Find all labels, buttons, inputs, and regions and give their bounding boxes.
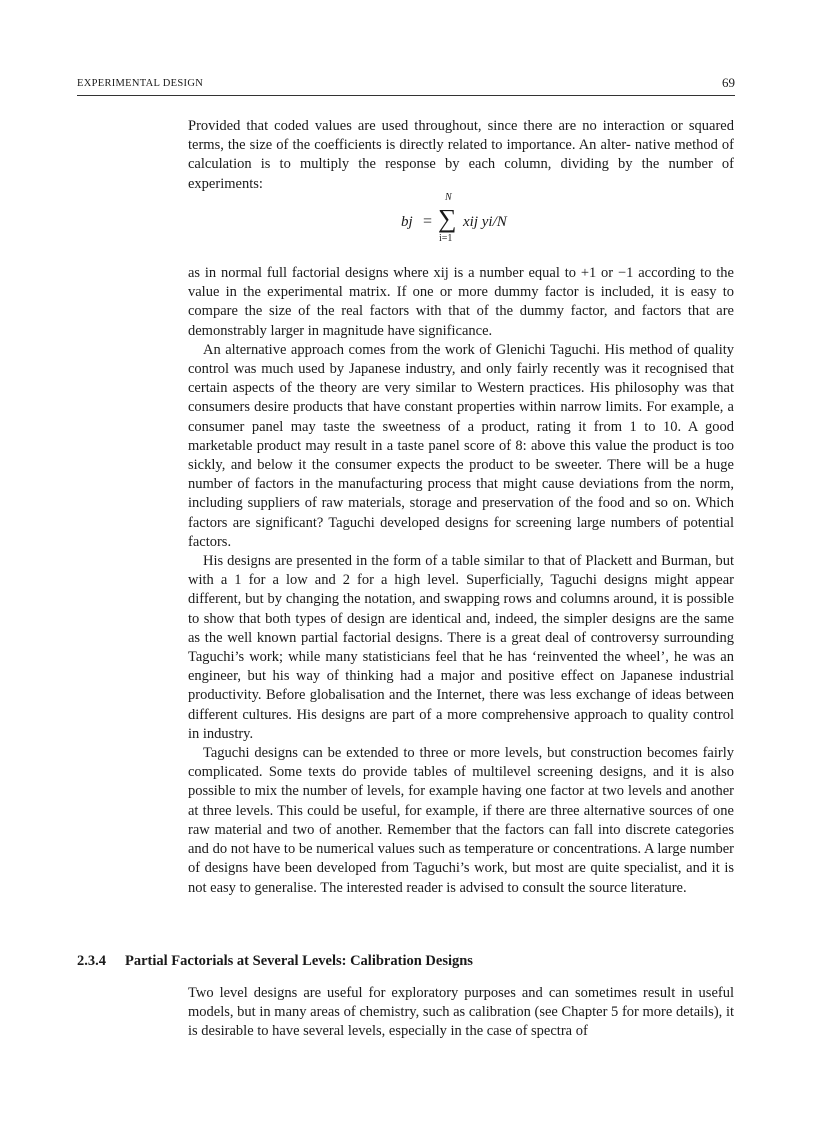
section-number: 2.3.4 (77, 953, 106, 969)
sum-upper-limit: N (445, 192, 452, 203)
section-paragraph: Two level designs are useful for exploratory purposes and can sometimes result in useful models, but in many areas of chemistry, such as calibration (see Chapter 5 for more details), it is desirable to have several levels, especially in the case of spectra of (188, 985, 734, 1040)
equation-equals: = (423, 213, 433, 230)
equation-rhs: xij yi/N (463, 214, 507, 230)
section-text (188, 984, 734, 1042)
paragraph-taguchi-intro: An alternative approach comes from the work of Glenichi Taguchi. His method of quality control was much used by Japanese industry, and only fairly recently was it recognised that certain aspects of the theory are very similar to Western practices. His philosophy was that consumers desire products that have constant properties within narrow limits. For example, a consumer panel may taste the sweetness of a product, rating it from 1 to 10. A good marketable product may result in a taste panel score of 8: above this value the product is too sickly, and below it the consumer expects the product to be sweeter. There will be a huge number of factors in the manufacturing process that might cause deviations from the norm, including suppliers of raw materials, storage and preservation of the food and so on. Which factors are significant? Taguchi developed designs for screening large numbers of potential factors. (188, 341, 734, 550)
paragraph-taguchi-designs: His designs are presented in the form of a table similar to that of Plackett and Burman, but with a 1 for a low and 2 for a high level. Superficially, Taguchi designs might appear different, but by changing the notation, and swapping rows and columns around, it is possible to show that both types of design are identical and, indeed, the simpler designs are the same as the well known partial factorial designs. There is a great deal of controversy surrounding Taguchi’s work; while many statisticians feel that he has ‘reinvented the wheel’, he was an engineer, but his way of thinking had a major and positive effect on Japanese industrial productivity. Before globalisation and the Internet, there was less exchange of ideas between different cultures. His designs are part of a more comprehensive approach to quality control in industry. (188, 553, 734, 742)
page-number: 69 (722, 75, 735, 90)
intro-paragraph-block (188, 117, 734, 194)
intro-paragraph: Provided that coded values are used throughout, since there are no interaction or squared terms, the size of the coefficients is directly related to importance. An alter- native method of calculation is to multiply the response by each column, dividing by the number of experiments: (188, 118, 734, 192)
main-text (188, 264, 734, 898)
equation-coefficient (188, 192, 734, 252)
paragraph-multilevel: Taguchi designs can be extended to three or more levels, but construction becomes fairly complicated. Some texts do provide tables of multilevel screening designs, and it is also possible to mix the number of levels, for example having one factor at two levels and another at three levels. This could be useful, for example, if there are three alternative sources of one raw material and two of another. Remember that the factors can fall into discrete categories and do not have to be numerical values such as temperature or concentrations. A large number of designs have been developed from Taguchi’s work, but most are quite specialist, and it is not easy to generalise. The interested reader is advised to consult the source literature. (188, 745, 734, 896)
summation-symbol: ∑ (438, 204, 457, 233)
sum-lower-limit: i=1 (439, 233, 453, 244)
running-title: EXPERIMENTAL DESIGN (77, 78, 204, 89)
running-header (77, 75, 735, 96)
equation-lhs: bj (401, 214, 413, 230)
paragraph-dummy-factors: as in normal full factorial designs where xij is a number equal to +1 or −1 according to the value in the experimental matrix. If one or more dummy factor is included, it is easy to compare the size of the real factors with that of the dummy factor, and factors that are demonstrably larger in magnitude have significance. (188, 265, 734, 339)
section-heading (77, 953, 473, 970)
section-title: Partial Factorials at Several Levels: Calibration Designs (125, 953, 473, 969)
